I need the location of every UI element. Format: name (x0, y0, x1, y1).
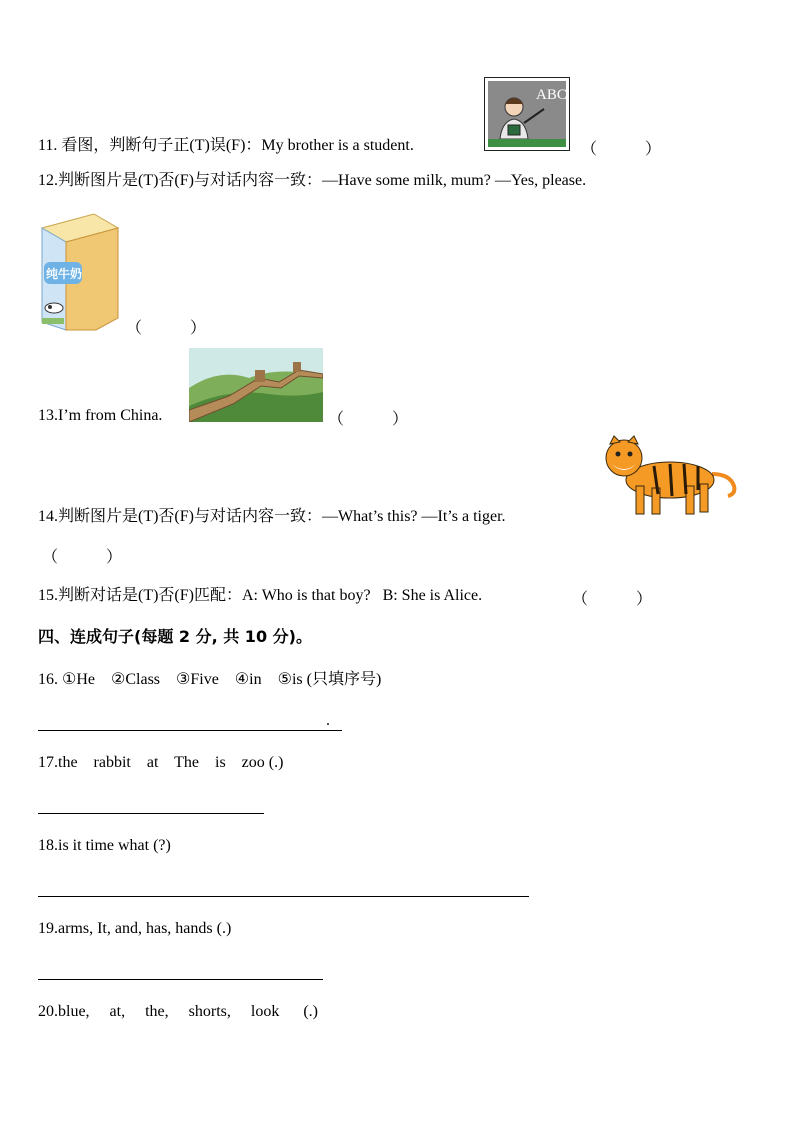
answer-line-17[interactable] (38, 813, 264, 814)
answer-parentheses-14[interactable]: （ ） (42, 549, 123, 566)
answer-parentheses-13[interactable]: （ ） (328, 411, 409, 428)
question-13-text: 13.I’m from China. (38, 407, 163, 424)
milk-label: 纯牛奶 (46, 267, 83, 281)
board-text: ABC (536, 87, 567, 103)
teacher-blackboard-image (484, 77, 570, 151)
answer-parentheses-15[interactable]: （ ） (572, 591, 653, 608)
answer-line-18[interactable] (38, 896, 529, 897)
great-wall-image (189, 348, 323, 422)
answer-period-16: . (326, 712, 330, 729)
section-4-title: 四、连成句子(每题 2 分, 共 10 分)。 (38, 627, 312, 646)
question-15-text: 15.判断对话是(T)否(F)匹配：A: Who is that boy? B: She is Alice. (38, 587, 483, 604)
question-18-text: 18.is it time what (?) (38, 837, 171, 854)
question-14-text: 14.判断图片是(T)否(F)与对话内容一致：—What’s this? —It’s a tiger. (38, 508, 506, 525)
answer-line-16[interactable] (38, 730, 342, 731)
answer-parentheses-12[interactable]: （ ） (126, 320, 207, 337)
question-19-text: 19.arms, It, and, has, hands (.) (38, 920, 232, 937)
question-16-text: 16. ①He ②Class ③Five ④in ⑤is (只填序号) (38, 671, 382, 688)
answer-parentheses-11[interactable]: （ ） (581, 141, 662, 158)
question-12-text: 12.判断图片是(T)否(F)与对话内容一致：—Have some milk, mum? —Yes, please. (38, 172, 587, 189)
question-11-text: 11. 看图，判断句子正(T)误(F)：My brother is a student. (38, 137, 414, 154)
question-20-text: 20.blue, at, the, shorts, look (.) (38, 1003, 318, 1020)
milk-carton-image (36, 210, 122, 332)
question-17-text: 17.the rabbit at The is zoo (.) (38, 754, 284, 771)
answer-line-19[interactable] (38, 979, 323, 980)
tiger-image (600, 434, 740, 520)
